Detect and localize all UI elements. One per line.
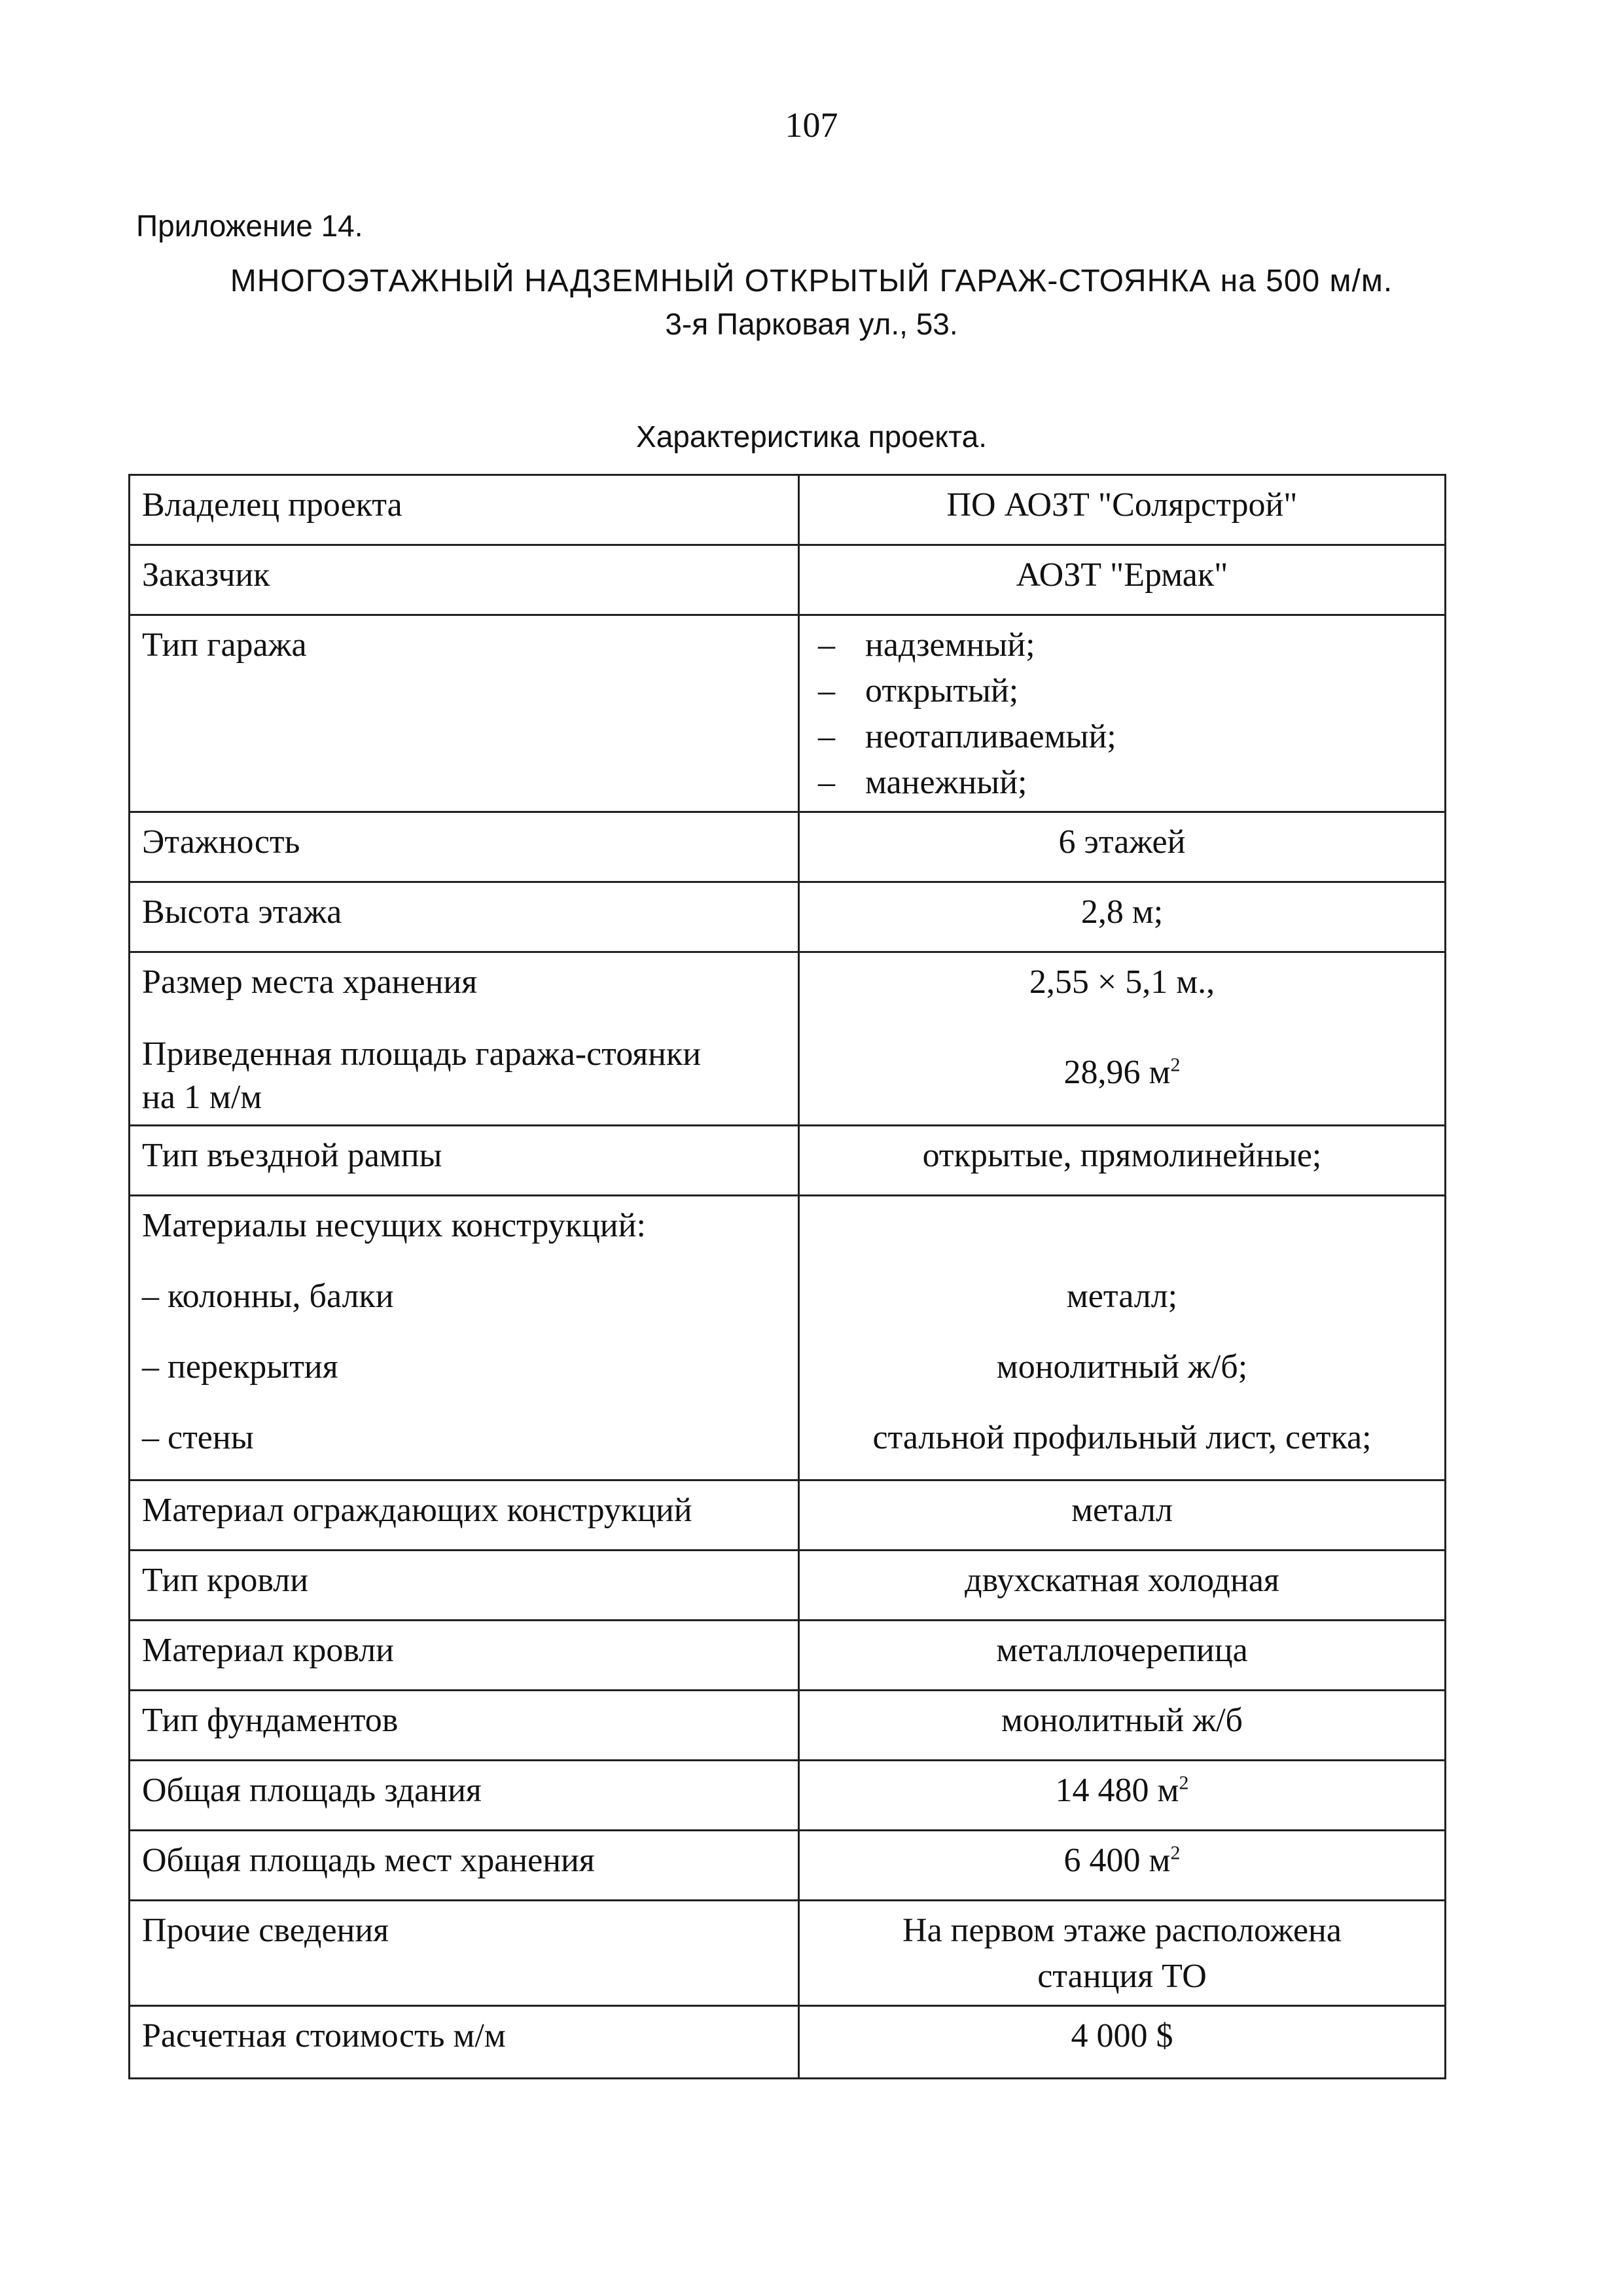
dash-marker: – xyxy=(818,718,835,755)
table-row xyxy=(130,2006,1446,2079)
row-label-foundation: Тип фундаментов xyxy=(130,1691,799,1761)
table-row xyxy=(130,1551,1446,1621)
row-value-owner: ПО АОЗТ "Солярстрой" xyxy=(799,475,1446,545)
row-value-load-bearing xyxy=(799,1196,1446,1480)
storage-area-number: 6 400 м xyxy=(1063,1842,1171,1879)
space-size-value: 2,55 × 5,1 м., xyxy=(1029,963,1215,1001)
table-row xyxy=(130,952,1446,1126)
total-area-number: 14 480 м xyxy=(1055,1772,1179,1809)
load-bearing-item-label: – колонны, балки xyxy=(142,1278,394,1315)
row-label-roof-material: Материал кровли xyxy=(130,1621,799,1691)
row-value-roof-type: двухскатная холодная xyxy=(799,1551,1446,1621)
table-caption: Характеристика проекта. xyxy=(636,420,987,454)
row-value-storage-area xyxy=(799,1831,1446,1901)
row-label-space xyxy=(130,952,799,1126)
load-bearing-item-value: монолитный ж/б; xyxy=(996,1348,1248,1386)
row-value-other xyxy=(799,1901,1446,2006)
list-item xyxy=(818,714,1433,760)
row-label-cost: Расчетная стоимость м/м xyxy=(130,2006,799,2079)
row-label-ramp: Тип въездной рампы xyxy=(130,1126,799,1196)
table-row xyxy=(130,1761,1446,1831)
dash-marker: – xyxy=(818,626,835,664)
row-label-floor-height: Высота этажа xyxy=(130,882,799,952)
table-row xyxy=(130,475,1446,545)
load-bearing-item-label: – перекрытия xyxy=(142,1348,338,1386)
load-bearing-item-label: – стены xyxy=(142,1419,254,1456)
dash-marker: – xyxy=(818,764,835,801)
row-value-ramp: открытые, прямолинейные; xyxy=(799,1126,1446,1196)
list-item xyxy=(818,668,1433,714)
garage-type-item: открытый; xyxy=(865,672,1019,709)
row-value-cost: 4 000 $ xyxy=(799,2006,1446,2079)
row-value-roof-material: металлочерепица xyxy=(799,1621,1446,1691)
table-row xyxy=(130,545,1446,615)
reduced-area-number: 28,96 м xyxy=(1063,1054,1171,1091)
row-value-garage-type xyxy=(799,615,1446,812)
row-label-garage-type: Тип гаража xyxy=(130,615,799,812)
row-label-floors: Этажность xyxy=(130,812,799,882)
table-row xyxy=(130,882,1446,952)
appendix-label: Приложение 14. xyxy=(136,209,363,243)
row-label-owner: Владелец проекта xyxy=(130,475,799,545)
table-row xyxy=(130,615,1446,812)
superscript: 2 xyxy=(1170,1054,1181,1076)
load-bearing-heading: Материалы несущих конструкций: xyxy=(142,1207,646,1244)
row-value-foundation: монолитный ж/б xyxy=(799,1691,1446,1761)
row-value-customer: АОЗТ "Ермак" xyxy=(799,545,1446,615)
row-label-roof-type: Тип кровли xyxy=(130,1551,799,1621)
row-value-total-area xyxy=(799,1761,1446,1831)
list-item xyxy=(818,760,1433,806)
row-label-other: Прочие сведения xyxy=(130,1901,799,2006)
row-label-enclosing: Материал ограждающих конструкций xyxy=(130,1480,799,1551)
superscript: 2 xyxy=(1179,1772,1189,1794)
row-value-space xyxy=(799,952,1446,1126)
table-row xyxy=(130,1621,1446,1691)
table-row xyxy=(130,1196,1446,1480)
row-value-floor-height: 2,8 м; xyxy=(799,882,1446,952)
garage-type-item: манежный; xyxy=(865,764,1027,801)
space-size-label: Размер места хранения xyxy=(142,963,478,1001)
load-bearing-item-value: металл; xyxy=(1066,1278,1178,1315)
list-item xyxy=(818,622,1433,668)
superscript: 2 xyxy=(1170,1842,1181,1864)
row-label-storage-area: Общая площадь мест хранения xyxy=(130,1831,799,1901)
row-label-customer: Заказчик xyxy=(130,545,799,615)
table-row xyxy=(130,1831,1446,1901)
row-value-enclosing: металл xyxy=(799,1480,1446,1551)
row-label-total-area: Общая площадь здания xyxy=(130,1761,799,1831)
garage-type-item: надземный; xyxy=(865,626,1035,664)
row-value-floors: 6 этажей xyxy=(799,812,1446,882)
address-line: 3-я Парковая ул., 53. xyxy=(665,307,958,341)
reduced-area-label: Приведенная площадь гаража-стоянки на 1 м/м xyxy=(142,1035,702,1116)
table-row xyxy=(130,1126,1446,1196)
other-value-line: станция ТО xyxy=(1037,1958,1207,1995)
garage-type-item: неотапливаемый; xyxy=(865,718,1116,755)
table-row xyxy=(130,1480,1446,1551)
page-number: 107 xyxy=(785,105,838,145)
load-bearing-item-value: стальной профильный лист, сетка; xyxy=(872,1419,1372,1456)
project-characteristics-table xyxy=(128,474,1446,2079)
reduced-area-value xyxy=(812,1050,1433,1096)
row-label-load-bearing xyxy=(130,1196,799,1480)
dash-marker: – xyxy=(818,672,835,709)
table-row xyxy=(130,1691,1446,1761)
table-row xyxy=(130,1901,1446,2006)
table-row xyxy=(130,812,1446,882)
document-title: МНОГОЭТАЖНЫЙ НАДЗЕМНЫЙ ОТКРЫТЫЙ ГАРАЖ-СТОЯНКА на 500 м/м. xyxy=(230,264,1393,298)
other-value-line: На первом этаже расположена xyxy=(902,1912,1342,1949)
